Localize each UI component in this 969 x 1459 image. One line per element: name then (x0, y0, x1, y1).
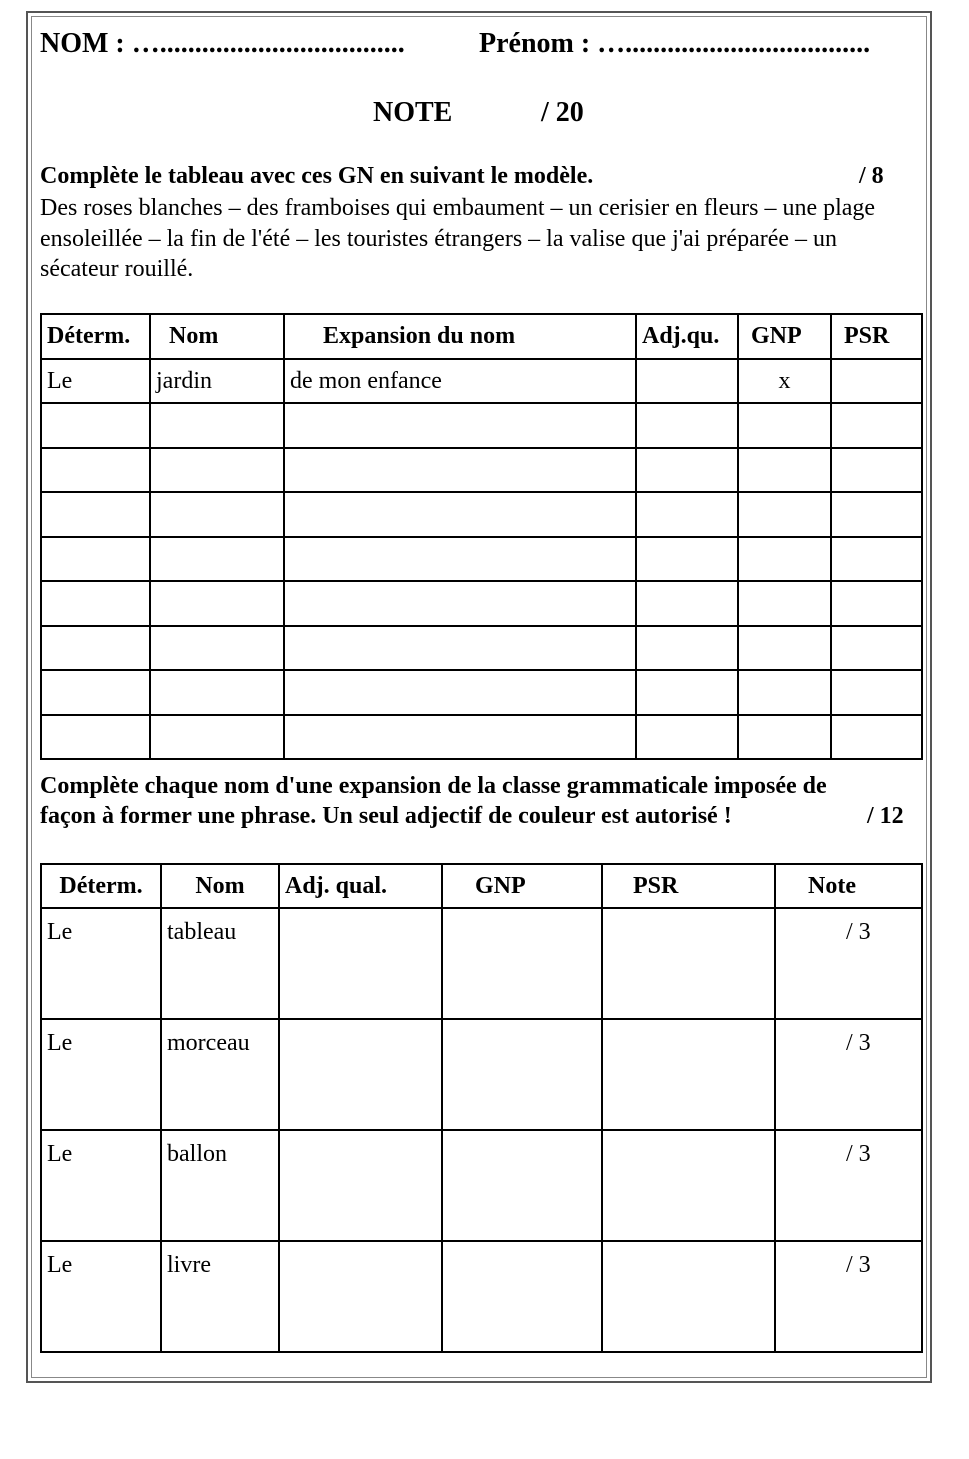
table-cell[interactable]: morceau (161, 1019, 279, 1130)
table-cell[interactable] (41, 670, 150, 715)
table-cell[interactable] (442, 1019, 602, 1130)
note-total: / 20 (541, 97, 584, 128)
table-row (41, 403, 922, 448)
table-cell[interactable] (284, 448, 636, 493)
exercise1-title: Complète le tableau avec ces GN en suivant le modèle. (40, 163, 594, 189)
column-header: Déterm. (41, 864, 161, 908)
table-cell[interactable] (41, 626, 150, 671)
table-cell[interactable] (150, 715, 284, 760)
table-cell[interactable] (41, 492, 150, 537)
table-cell[interactable] (831, 581, 922, 626)
table-header-row (41, 864, 922, 908)
table-cell[interactable]: Le (41, 1019, 161, 1130)
table-cell[interactable] (41, 403, 150, 448)
table-row (41, 670, 922, 715)
table-cell[interactable] (279, 1241, 442, 1352)
table-cell[interactable] (636, 626, 738, 671)
exercise1-word-list: Des roses blanches – des framboises qui embaument – un cerisier en fleurs – une plage ensoleillée – la fin de l'été – les touristes étrangers – la valise que j'ai préparée – un sécateur rouillé. (40, 195, 876, 282)
table-cell[interactable] (150, 581, 284, 626)
table-cell[interactable] (636, 359, 738, 404)
table-cell[interactable] (150, 537, 284, 582)
table-cell[interactable] (284, 715, 636, 760)
table-cell[interactable] (150, 492, 284, 537)
table-row (41, 626, 922, 671)
table-cell[interactable] (150, 448, 284, 493)
table-cell[interactable]: Le (41, 1130, 161, 1241)
table-row (41, 1130, 922, 1241)
nom-field[interactable]: NOM : …................................... (40, 28, 405, 59)
table-cell[interactable] (41, 537, 150, 582)
table-cell[interactable] (150, 670, 284, 715)
table-cell[interactable] (636, 448, 738, 493)
column-header: PSR (602, 864, 775, 908)
table-cell[interactable] (636, 492, 738, 537)
column-header: GNP (738, 314, 831, 359)
table-cell[interactable] (442, 908, 602, 1019)
column-header: Déterm. (41, 314, 150, 359)
column-header: Nom (161, 864, 279, 908)
table-row (41, 1241, 922, 1352)
table-cell[interactable]: / 3 (775, 1019, 922, 1130)
table-row (41, 492, 922, 537)
table-row (41, 908, 922, 1019)
table-cell[interactable]: ballon (161, 1130, 279, 1241)
table-cell[interactable]: tableau (161, 908, 279, 1019)
table-cell[interactable] (602, 1019, 775, 1130)
table-cell[interactable]: / 3 (775, 1241, 922, 1352)
table-cell[interactable]: Le (41, 359, 150, 404)
exercise2-points: / 12 (867, 803, 904, 829)
table-cell[interactable] (636, 403, 738, 448)
table-cell[interactable] (636, 581, 738, 626)
table-cell[interactable] (636, 670, 738, 715)
table-cell[interactable] (831, 715, 922, 760)
table-cell[interactable] (442, 1130, 602, 1241)
table-cell[interactable]: jardin (150, 359, 284, 404)
table-cell[interactable]: livre (161, 1241, 279, 1352)
table-cell[interactable] (284, 670, 636, 715)
table-cell[interactable] (738, 448, 831, 493)
table-row (41, 537, 922, 582)
table-cell[interactable] (284, 537, 636, 582)
table-cell[interactable] (442, 1241, 602, 1352)
table-row (41, 715, 922, 760)
table-cell[interactable] (831, 537, 922, 582)
table-cell[interactable] (150, 626, 284, 671)
table-cell[interactable]: Le (41, 1241, 161, 1352)
table-cell[interactable] (636, 715, 738, 760)
table-cell[interactable] (41, 715, 150, 760)
table-cell[interactable] (279, 908, 442, 1019)
table-cell[interactable] (284, 581, 636, 626)
table-header-row (41, 314, 922, 359)
table-row (41, 448, 922, 493)
table-cell[interactable] (738, 670, 831, 715)
table-cell[interactable]: Le (41, 908, 161, 1019)
table-cell[interactable]: / 3 (775, 1130, 922, 1241)
table-cell[interactable] (738, 715, 831, 760)
table-cell[interactable] (279, 1130, 442, 1241)
table-cell[interactable] (284, 492, 636, 537)
table-cell[interactable]: x (738, 359, 831, 404)
exercise1-table (40, 313, 923, 760)
column-header: Adj.qu. (636, 314, 738, 359)
table-cell[interactable] (279, 1019, 442, 1130)
column-header: Note (775, 864, 922, 908)
table-row (41, 581, 922, 626)
exercise2-title-line2: façon à former une phrase. Un seul adjectif de couleur est autorisé ! (40, 803, 732, 829)
table-cell[interactable] (831, 403, 922, 448)
table-cell[interactable] (41, 581, 150, 626)
table-row (41, 359, 922, 404)
table-cell[interactable] (602, 1130, 775, 1241)
table-cell[interactable] (831, 448, 922, 493)
table-cell[interactable] (636, 537, 738, 582)
column-header: GNP (442, 864, 602, 908)
table-cell[interactable] (831, 359, 922, 404)
note-label: NOTE (373, 97, 453, 128)
exercise1-points: / 8 (859, 163, 884, 189)
table-row (41, 1019, 922, 1130)
column-header: Adj. qual. (279, 864, 442, 908)
table-cell[interactable] (41, 448, 150, 493)
column-header: Expansion du nom (284, 314, 636, 359)
table-cell[interactable] (284, 626, 636, 671)
table-cell[interactable] (738, 403, 831, 448)
table-cell[interactable] (831, 670, 922, 715)
column-header: Nom (150, 314, 284, 359)
exercise2-table (40, 863, 923, 1353)
table-cell[interactable] (602, 908, 775, 1019)
table-cell[interactable] (738, 492, 831, 537)
exercise2-title-line1: Complète chaque nom d'une expansion de la classe grammaticale imposée de (40, 773, 827, 799)
table-cell[interactable] (831, 626, 922, 671)
table-cell[interactable] (738, 626, 831, 671)
table-cell[interactable] (738, 537, 831, 582)
table-cell[interactable] (150, 403, 284, 448)
column-header: PSR (831, 314, 922, 359)
table-cell[interactable] (602, 1241, 775, 1352)
table-cell[interactable]: de mon enfance (284, 359, 636, 404)
table-cell[interactable] (284, 403, 636, 448)
table-cell[interactable]: / 3 (775, 908, 922, 1019)
table-cell[interactable] (831, 492, 922, 537)
prenom-field[interactable]: Prénom : …................................... (479, 28, 871, 59)
table-cell[interactable] (738, 581, 831, 626)
